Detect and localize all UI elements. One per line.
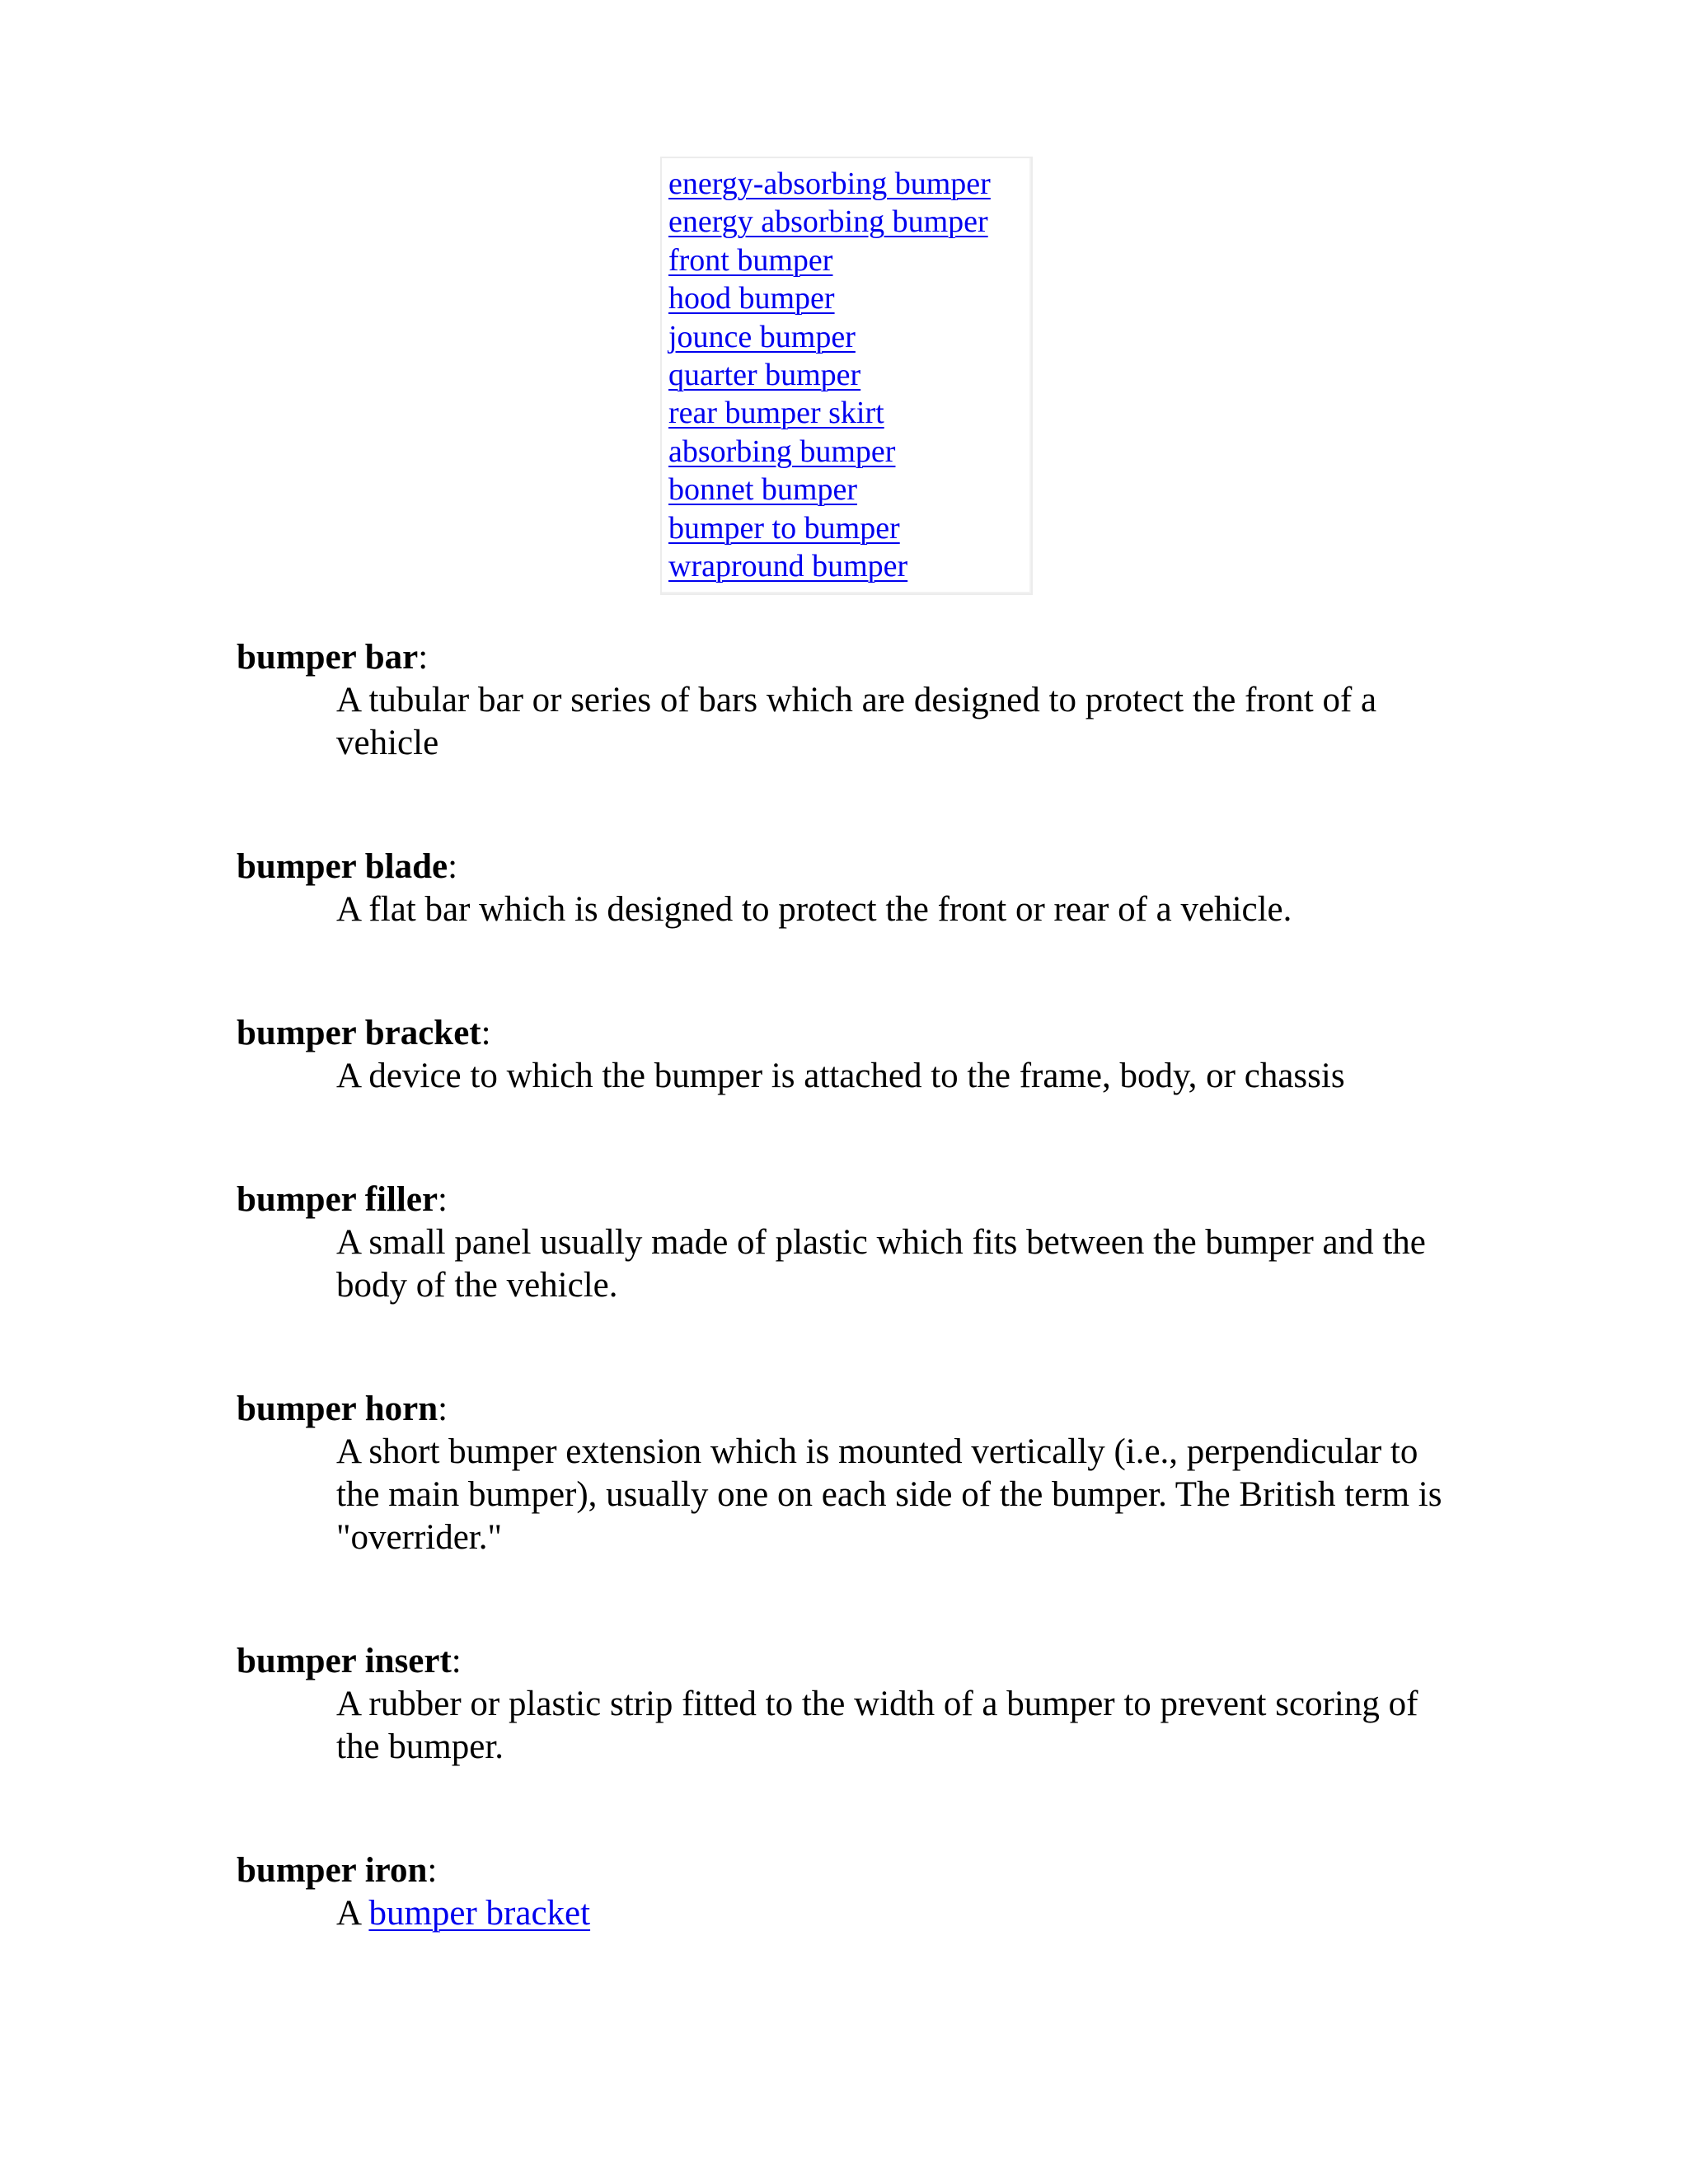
term-colon: : (418, 638, 429, 677)
list-item (668, 471, 1031, 509)
related-link-wrapround-bumper[interactable]: wrapround bumper (668, 548, 908, 583)
term-name: bumper bracket (237, 1014, 481, 1052)
term-definition: A rubber or plastic strip fitted to the width of a bumper to prevent scoring of the bumper. (336, 1685, 1418, 1766)
term-name: bumper horn (237, 1390, 438, 1428)
list-item (668, 203, 1031, 241)
glossary-entry-bumper-filler (237, 1179, 1456, 1307)
bumper-bracket-link[interactable]: bumper bracket (368, 1894, 591, 1933)
related-link-energy-absorbing-bumper-hyphen[interactable]: energy-absorbing bumper (668, 166, 991, 201)
entry-spacer (237, 931, 1456, 1012)
term-definition: A small panel usually made of plastic which fits between the bumper and the body of the vehicle. (336, 1223, 1426, 1305)
entry-spacer (237, 1098, 1456, 1179)
related-link-front-bumper[interactable]: front bumper (668, 242, 833, 278)
list-item (668, 433, 1031, 471)
term-name: bumper bar (237, 638, 419, 677)
glossary-entry-bumper-blade (237, 846, 1456, 931)
entry-spacer (237, 1559, 1456, 1640)
definition-prefix: A (336, 1894, 360, 1933)
term-definition (336, 1892, 1456, 1935)
term-name: bumper blade (237, 847, 448, 886)
related-link-bumper-to-bumper[interactable]: bumper to bumper (668, 510, 900, 546)
glossary-entry-bumper-iron (237, 1849, 1456, 1935)
glossary-entry-bumper-bar (237, 636, 1456, 765)
list-item (668, 356, 1031, 394)
term-definition: A flat bar which is designed to protect the front or rear of a vehicle. (336, 890, 1292, 929)
entry-spacer (237, 1769, 1456, 1849)
list-item (668, 241, 1031, 279)
term-heading (237, 1388, 1456, 1431)
related-terms-list (668, 165, 1031, 585)
glossary-entry-bumper-horn (237, 1388, 1456, 1559)
term-heading (237, 1640, 1456, 1683)
term-definition: A short bumper extension which is mounted vertically (i.e., perpendicular to the main bumper), usually one on each side of the bumper. The British term is "overrider." (336, 1432, 1442, 1557)
related-link-jounce-bumper[interactable]: jounce bumper (668, 319, 856, 354)
term-definition: A tubular bar or series of bars which are designed to protect the front of a vehicle (336, 681, 1377, 762)
term-heading (237, 1179, 1456, 1221)
term-name: bumper insert (237, 1642, 452, 1680)
list-item (668, 279, 1031, 317)
term-heading (237, 1849, 1456, 1892)
related-link-energy-absorbing-bumper[interactable]: energy absorbing bumper (668, 204, 988, 240)
term-heading (237, 846, 1456, 888)
term-heading (237, 636, 1456, 679)
glossary-entry-bumper-bracket (237, 1012, 1456, 1098)
list-item (668, 394, 1031, 432)
related-link-absorbing-bumper[interactable]: absorbing bumper (668, 434, 896, 469)
list-item (668, 547, 1031, 585)
entry-spacer (237, 765, 1456, 846)
related-terms-box (660, 157, 1033, 595)
term-colon: : (427, 1851, 438, 1890)
list-item (668, 165, 1031, 203)
related-link-rear-bumper-skirt[interactable]: rear bumper skirt (668, 396, 884, 431)
term-colon: : (481, 1014, 491, 1052)
glossary-entry-bumper-insert (237, 1640, 1456, 1769)
term-name: bumper iron (237, 1851, 428, 1890)
term-definition: A device to which the bumper is attached to the frame, body, or chassis (336, 1057, 1345, 1095)
term-colon: : (438, 1180, 448, 1219)
list-item (668, 318, 1031, 356)
related-link-bonnet-bumper[interactable]: bonnet bumper (668, 472, 858, 508)
term-colon: : (448, 847, 458, 886)
term-colon: : (451, 1642, 462, 1680)
list-item (668, 509, 1031, 547)
term-colon: : (438, 1390, 448, 1428)
related-link-hood-bumper[interactable]: hood bumper (668, 281, 835, 316)
term-heading (237, 1012, 1456, 1055)
entry-spacer (237, 1307, 1456, 1388)
related-link-quarter-bumper[interactable]: quarter bumper (668, 357, 861, 392)
glossary-list (237, 636, 1456, 1935)
term-name: bumper filler (237, 1180, 438, 1219)
